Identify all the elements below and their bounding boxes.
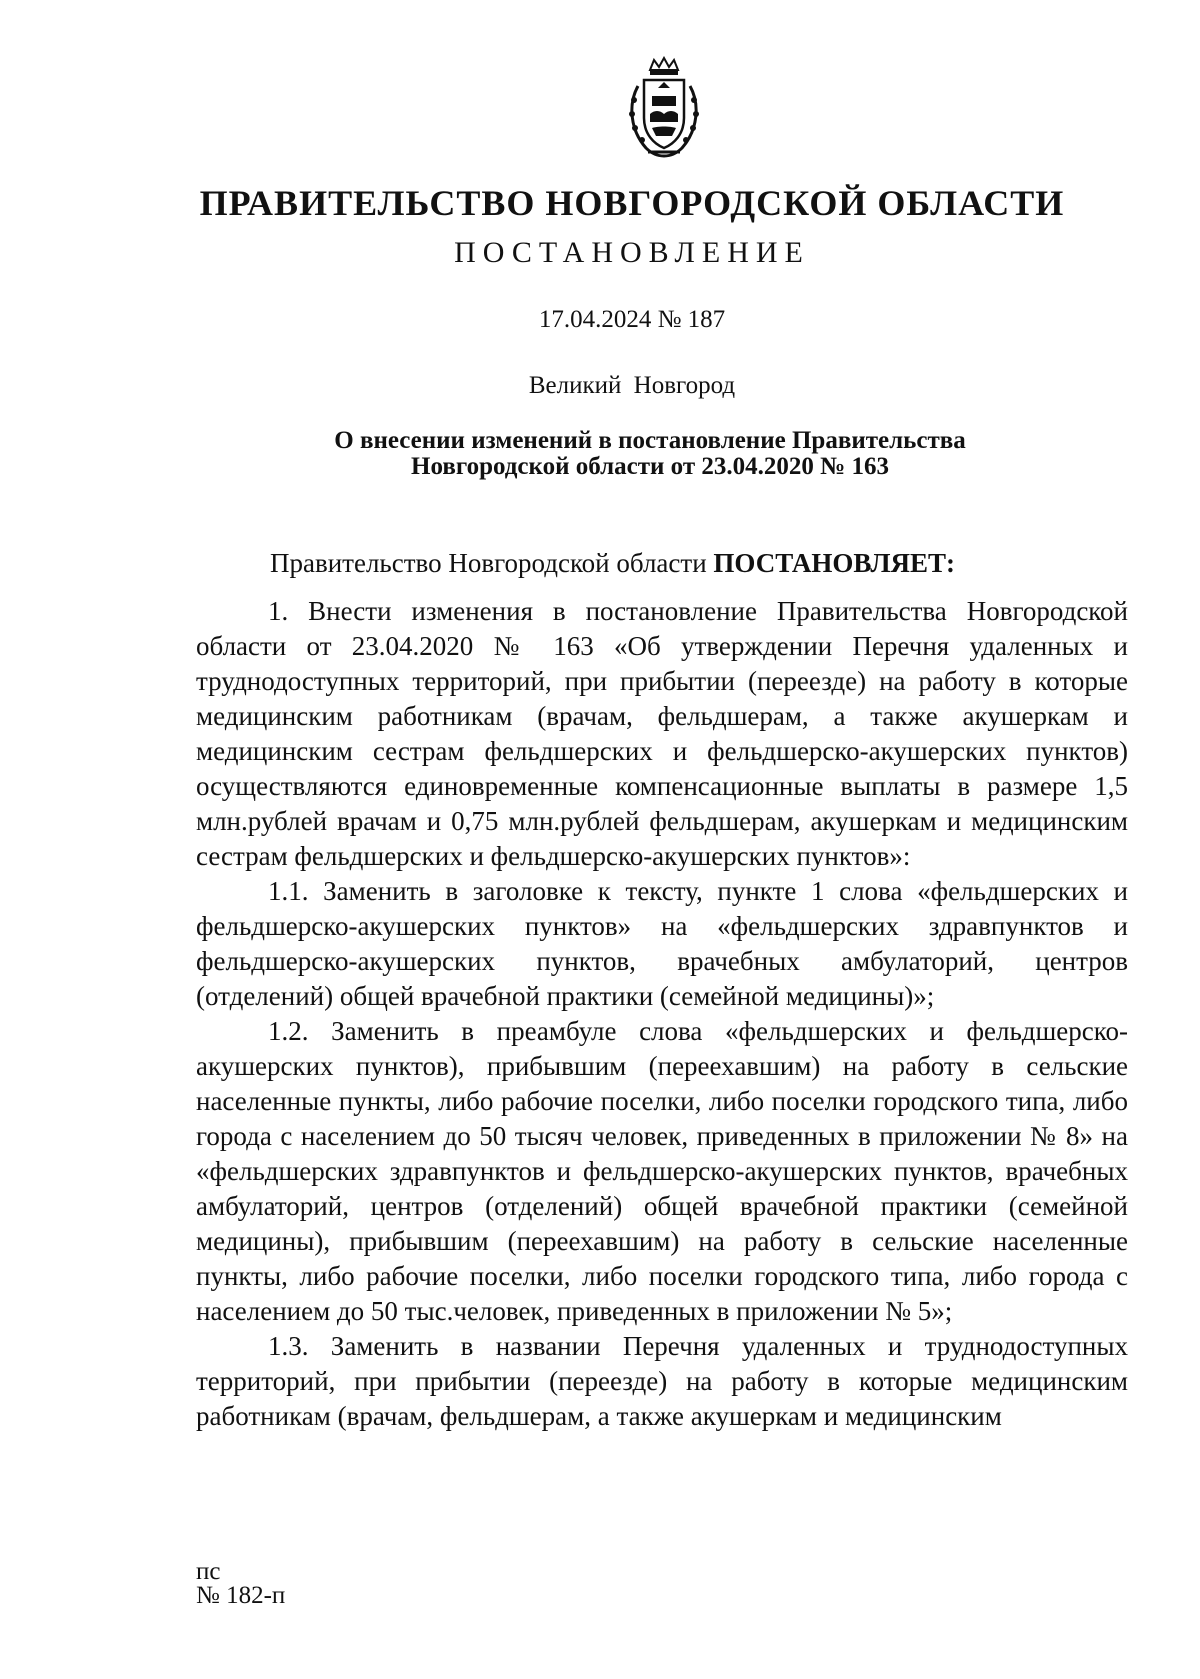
preamble: [270, 548, 955, 579]
paragraph-1: 1. Внести изменения в постановление Правительства Новгородской области от 23.04.2020 № 163 «Об утверждении Перечня удаленных и труднодоступных территорий, при прибытии (переезде) на работу в которые медицинским работникам (врачам, фельдшерам, а также акушеркам и медицинским сестрам фельдшерских и фельдшерско-акушерских пунктов) осуществляются единовременные компенсационные выплаты в размере 1,5 млн.рублей врачам и 0,75 млн.рублей фельдшерам, акушеркам и медицинским сестрам фельдшерских и фельдшерско-акушерских пунктов»:: [196, 596, 1128, 871]
coat-of-arms-icon: [622, 56, 706, 160]
document-city: Великий Новгород: [528, 372, 736, 399]
document-type: ПОСТАНОВЛЕНИЕ: [454, 236, 810, 269]
document-subject: [300, 428, 1000, 480]
document-body: [196, 594, 1128, 1434]
footer-doc-ref: № 182-п: [196, 1582, 286, 1609]
paragraph-1-3: 1.3. Заменить в названии Перечня удаленных и труднодоступных территорий, при прибытии (переезде) на работу в которые медицинским работникам (врачам, фельдшерам, а также акушеркам и медицинским: [196, 1331, 1128, 1431]
paragraph-1-2: 1.2. Заменить в преамбуле слова «фельдшерских и фельдшерско-акушерских пунктов), прибывшим (переехавшим) на работу в сельские населенные пункты, либо рабочие поселки, либо поселки городского типа, либо города с населением до 50 тысяч человек, приведенных в приложении № 8» на «фельдшерских здравпунктов и фельдшерско-акушерских пунктов, врачебных амбулаторий, центров (отделений) общей врачебной практики (семейной медицины), прибывшим (переехавшим) на работу в сельские населенные пункты, либо рабочие поселки, либо поселки городского типа, либо города с населением до 50 тыс.человек, приведенных в приложении № 5»;: [196, 1016, 1128, 1326]
paragraph-1-1: 1.1. Заменить в заголовке к тексту, пункте 1 слова «фельдшерских и фельдшерско-акушерских пунктов» на «фельдшерских здравпунктов и фельдшерско-акушерских пунктов, врачебных амбулаторий, центров (отделений) общей врачебной практики (семейной медицины)»;: [196, 876, 1128, 1011]
government-title: ПРАВИТЕЛЬСТВО НОВГОРОДСКОЙ ОБЛАСТИ: [199, 183, 1065, 223]
document-footer: [196, 1560, 285, 1608]
document-date-number: 17.04.2024 № 187: [538, 306, 726, 333]
subject-line-1: О внесении изменений в постановление Правительства: [334, 427, 966, 454]
footer-initials: пс: [196, 1558, 221, 1585]
preamble-keyword: ПОСТАНОВЛЯЕТ:: [713, 548, 955, 578]
preamble-text: Правительство Новгородской области: [270, 548, 714, 578]
subject-line-2: Новгородской области от 23.04.2020 № 163: [411, 453, 889, 480]
